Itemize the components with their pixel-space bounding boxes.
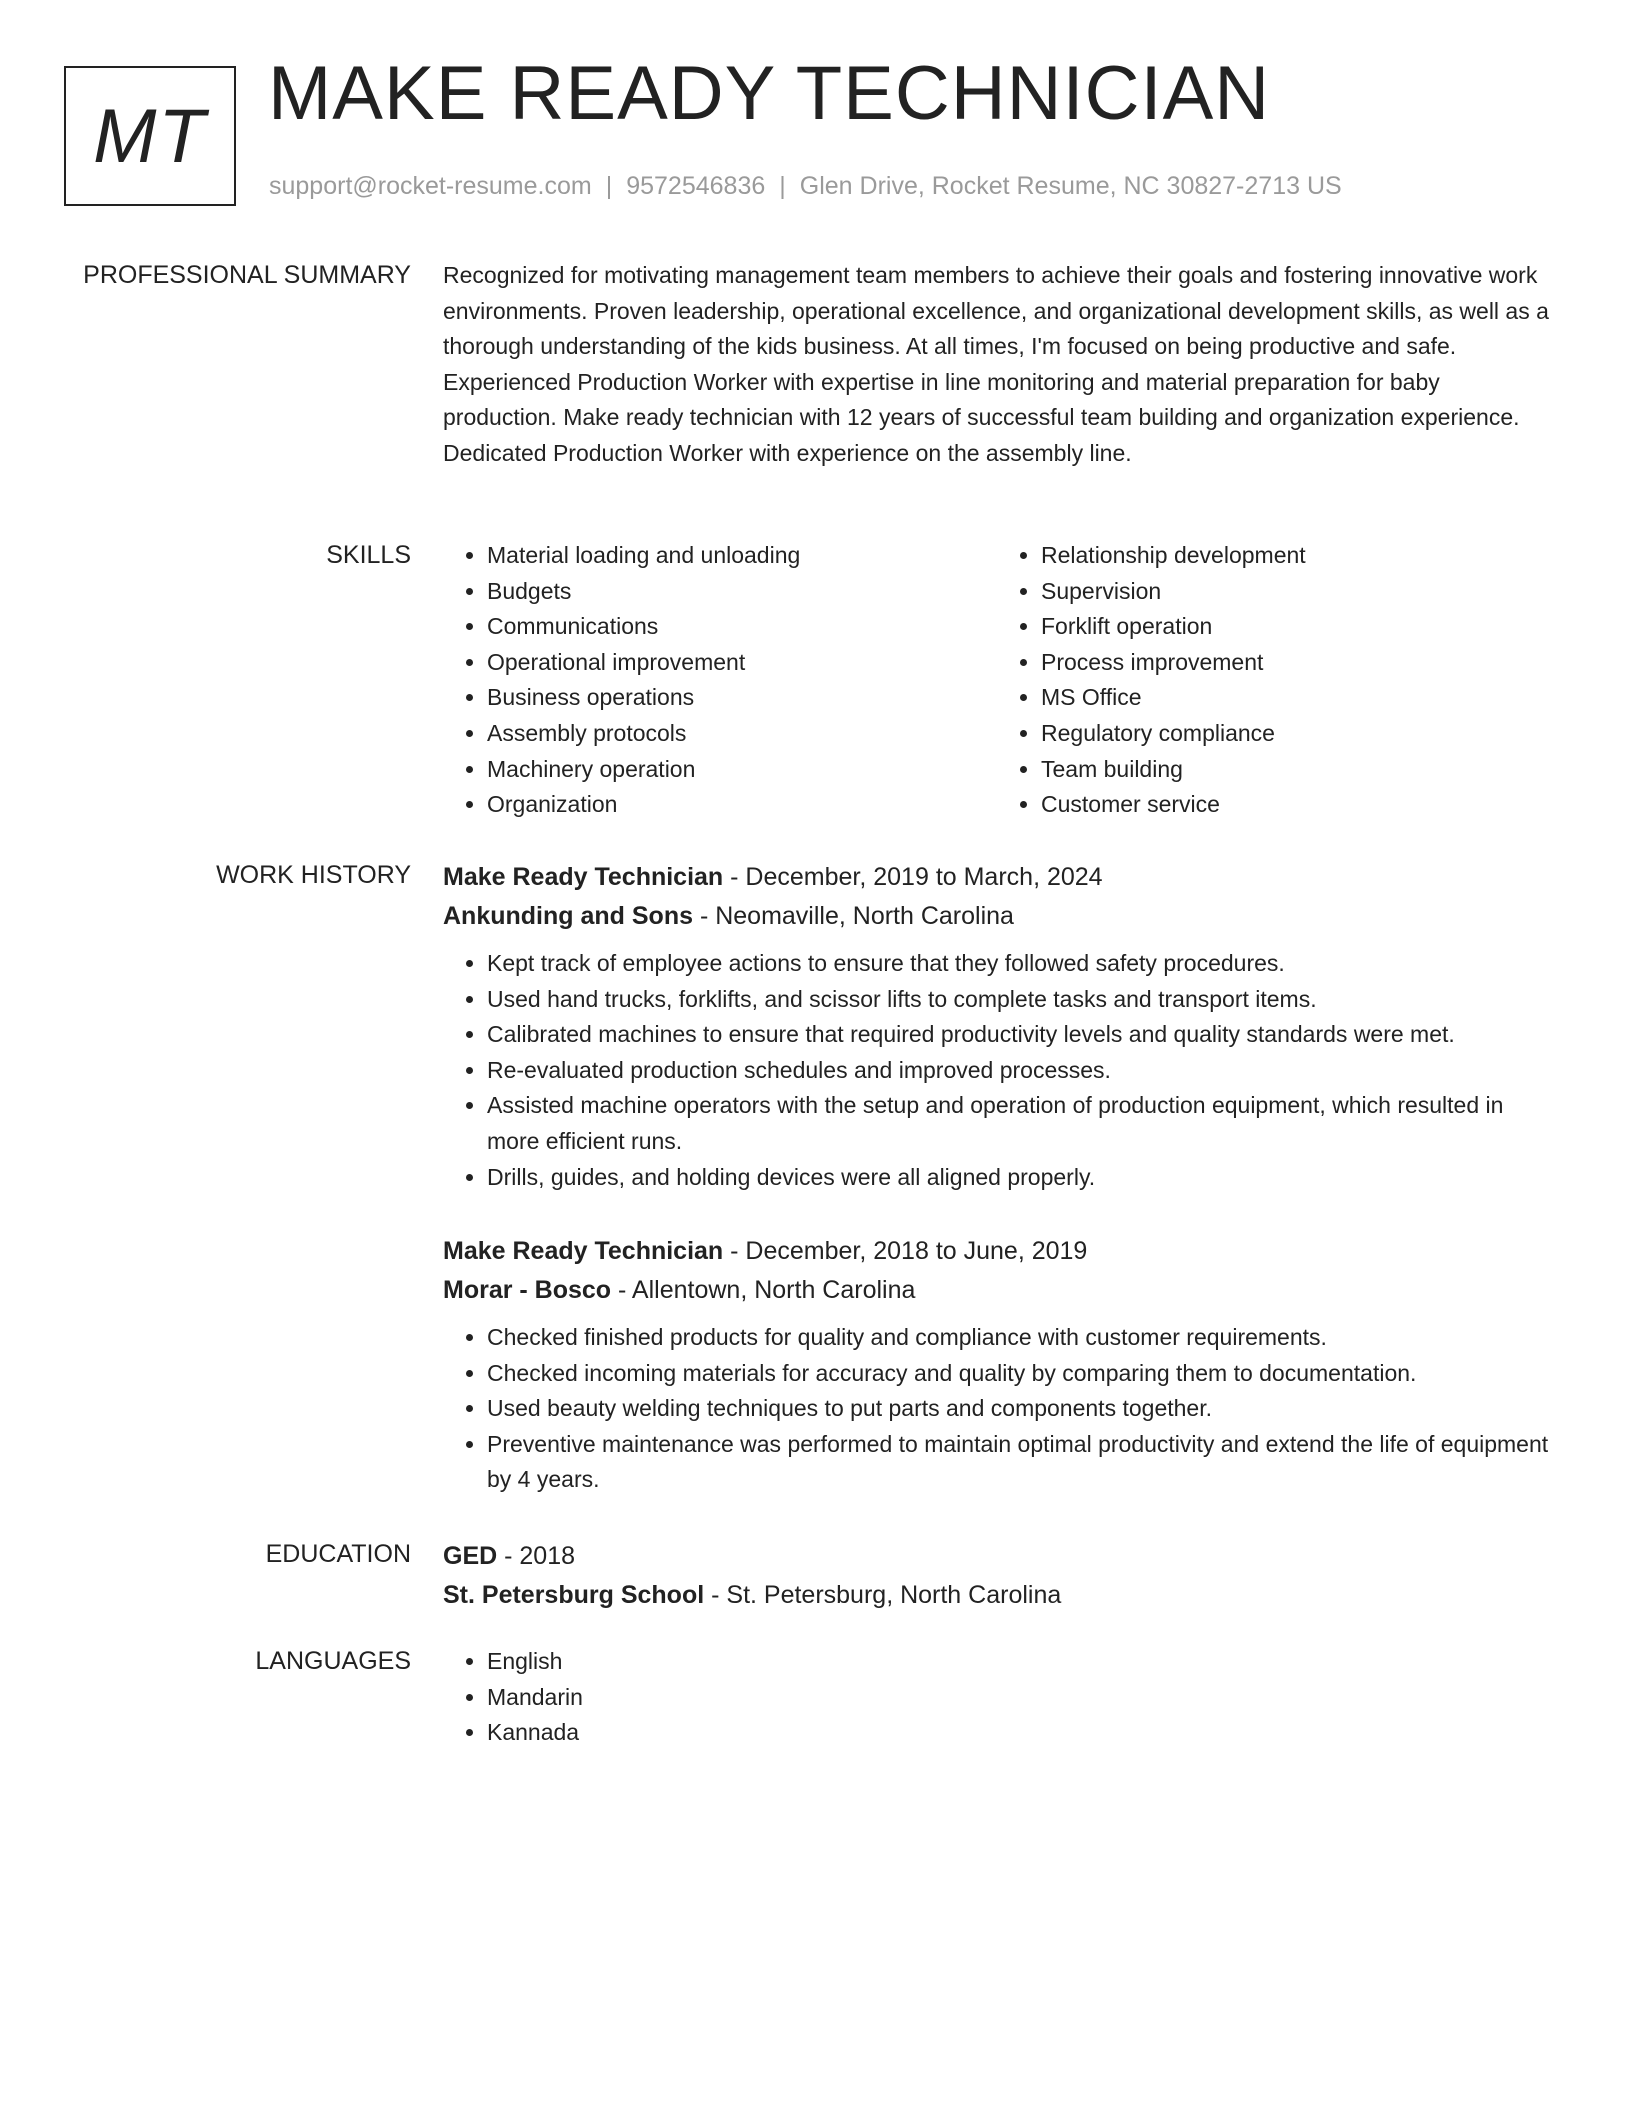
skills-list-right (997, 538, 1551, 823)
resume-name-title: MAKE READY TECHNICIAN (268, 51, 1271, 136)
job-duty: • Drills, guides, and holding devices were all aligned properly. (487, 1160, 1551, 1196)
job-location: - Neomaville, North Carolina (693, 902, 1014, 930)
education-year: - 2018 (497, 1542, 576, 1570)
skill-item: • Team building (1041, 752, 1551, 788)
languages-list (443, 1644, 1551, 1751)
contact-line (269, 174, 1342, 199)
skills-list-left (443, 538, 997, 823)
job-duty: • Preventive maintenance was performed to maintain optimal productivity and extend the life of equipment by 4 years. (487, 1427, 1551, 1498)
section-title-languages: LANGUAGES (255, 1647, 411, 1675)
skill-item: • Forklift operation (1041, 609, 1551, 645)
contact-address: Glen Drive, Rocket Resume, NC 30827-2713 US (799, 172, 1342, 200)
skill-item: • Process improvement (1041, 645, 1551, 681)
skill-item: • Communications (487, 609, 997, 645)
contact-email: support@rocket-resume.com (269, 172, 592, 200)
section-title-education: EDUCATION (265, 1540, 411, 1568)
skill-item: • Material loading and unloading (487, 538, 997, 574)
job-duty: • Checked incoming materials for accuracy and quality by comparing them to documentation. (487, 1356, 1551, 1392)
job-duties-list (443, 1320, 1551, 1498)
skill-item: • Relationship development (1041, 538, 1551, 574)
job-duties-list (443, 946, 1551, 1195)
job-company: Morar - Bosco (443, 1276, 612, 1304)
job-entry (443, 1232, 1551, 1498)
job-company: Ankunding and Sons (443, 902, 693, 930)
job-company-line (443, 1271, 1551, 1310)
language-item: • English (487, 1644, 1551, 1680)
skill-item: • Supervision (1041, 574, 1551, 610)
contact-separator: | (605, 172, 613, 200)
job-duty: • Re-evaluated production schedules and improved processes. (487, 1053, 1551, 1089)
job-entry (443, 858, 1551, 1195)
education-location: - St. Petersburg, North Carolina (704, 1581, 1062, 1609)
job-position: Make Ready Technician (443, 863, 724, 891)
skill-item: • Business operations (487, 680, 997, 716)
job-title-line (443, 1232, 1551, 1271)
job-duty: • Checked finished products for quality and compliance with customer requirements. (487, 1320, 1551, 1356)
job-duty: • Assisted machine operators with the setup and operation of production equipment, which resulted in more efficient runs. (487, 1088, 1551, 1159)
education-school-line (443, 1576, 1551, 1615)
skill-item: • Operational improvement (487, 645, 997, 681)
language-item: • Mandarin (487, 1680, 1551, 1716)
education-school: St. Petersburg School (443, 1581, 705, 1609)
job-duty: • Kept track of employee actions to ensure that they followed safety procedures. (487, 946, 1551, 982)
job-location: - Allentown, North Carolina (611, 1276, 916, 1304)
job-dates: - December, 2018 to June, 2019 (723, 1237, 1088, 1265)
section-title-work-history: WORK HISTORY (216, 861, 411, 889)
skill-item: • MS Office (1041, 680, 1551, 716)
language-item: • Kannada (487, 1715, 1551, 1751)
section-title-summary: PROFESSIONAL SUMMARY (83, 261, 411, 289)
summary-text: Recognized for motivating management team members to achieve their goals and fostering innovative work environments. Proven leadership, operational excellence, and organizational development skills, as well as a thorough understanding of the kids business. At all times, I'm focused on being productive and safe. Experienced Production Worker with expertise in line monitoring and material preparation for baby production. Make ready technician with 12 years of successful team building and organization experience. Dedicated Production Worker with experience on the assembly line. (443, 262, 1549, 466)
job-company-line (443, 897, 1551, 936)
section-title-skills: SKILLS (326, 541, 411, 569)
job-position: Make Ready Technician (443, 1237, 724, 1265)
contact-separator: | (779, 172, 786, 200)
contact-phone: 9572546836 (626, 172, 766, 200)
skill-item: • Customer service (1041, 787, 1551, 823)
skill-item: • Machinery operation (487, 752, 997, 788)
skill-item: • Assembly protocols (487, 716, 997, 752)
education-degree: GED (443, 1542, 498, 1570)
monogram-logo: MT (64, 66, 236, 206)
skill-item: • Organization (487, 787, 997, 823)
education-degree-line (443, 1537, 1551, 1576)
job-duty: • Used beauty welding techniques to put parts and components together. (487, 1391, 1551, 1427)
job-duty: • Calibrated machines to ensure that required productivity levels and quality standards were met. (487, 1017, 1551, 1053)
skill-item: • Regulatory compliance (1041, 716, 1551, 752)
job-title-line (443, 858, 1551, 897)
job-dates: - December, 2019 to March, 2024 (723, 863, 1103, 891)
skill-item: • Budgets (487, 574, 997, 610)
job-duty: • Used hand trucks, forklifts, and scissor lifts to complete tasks and transport items. (487, 982, 1551, 1018)
